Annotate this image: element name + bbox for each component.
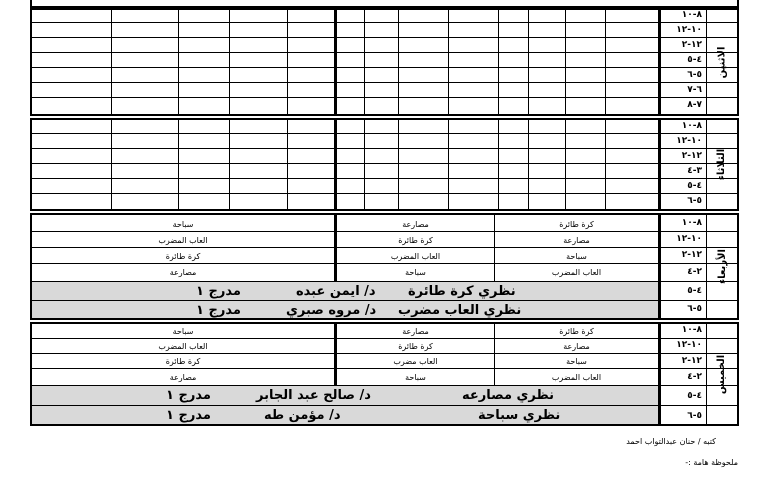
thu-left-2: العاب المضرب — [158, 342, 208, 351]
thu-time-1: ٨-١٠ — [681, 325, 702, 335]
thu-right-4: العاب المضرب — [551, 373, 602, 382]
wed-middle-4: سباحة — [405, 268, 426, 277]
wed-time-5: ٤-٥ — [687, 286, 702, 296]
tuesday-time-2: ١٠-١٢ — [676, 136, 702, 146]
thu-theory2-subject: نظري سباحة — [478, 408, 561, 423]
wed-theory2-hall: مدرج ١ — [196, 303, 241, 318]
tuesday-time-4: ٣-٤ — [687, 166, 702, 176]
tuesday-block — [30, 118, 739, 211]
thu-theory2-doctor: د/ مؤمن طه — [264, 408, 341, 423]
wed-right-2: مصارعة — [563, 236, 590, 245]
thu-time-4: ٢-٤ — [687, 372, 702, 382]
footer-author: كتبه / حنان عبدالتواب احمد — [626, 437, 716, 446]
tuesday-time-6: ٥-٦ — [687, 196, 702, 206]
wed-right-1: كرة طائرة — [559, 220, 594, 229]
day-monday: الاثنين — [716, 46, 728, 78]
monday-time-4: ٤-٥ — [687, 55, 702, 65]
monday-time-1: ٨-١٠ — [681, 10, 702, 20]
thu-time-5: ٤-٥ — [687, 391, 702, 401]
wed-left-3: كرة طائرة — [165, 252, 201, 261]
wed-time-3: ١٢-٢ — [681, 250, 702, 260]
wed-left-4: مصارعة — [169, 268, 197, 277]
wed-time-6: ٥-٦ — [687, 304, 702, 314]
thu-middle-3: العاب مضرب — [393, 357, 438, 366]
thu-right-2: مصارعة — [563, 342, 590, 351]
thu-left-4: مصارعة — [169, 373, 197, 382]
wed-time-1: ٨-١٠ — [681, 218, 702, 228]
monday-time-7: ٧-٨ — [687, 100, 702, 110]
thu-theory1-subject: نظري مصارعه — [462, 388, 555, 403]
wed-theory1-hall: مدرج ١ — [196, 284, 241, 299]
wed-middle-2: كرة طائرة — [398, 236, 433, 245]
day-wednesday: الأربعاء — [716, 249, 728, 284]
wed-time-4: ٢-٤ — [687, 267, 702, 277]
thu-theory2-hall: مدرج ١ — [166, 408, 211, 423]
monday-block — [30, 8, 739, 116]
wed-middle-3: العاب المضرب — [390, 252, 441, 261]
thu-theory1-hall: مدرج ١ — [166, 388, 211, 403]
thu-time-6: ٥-٦ — [687, 411, 702, 421]
thu-left-1: سباحة — [172, 327, 194, 336]
day-thursday: الخميس — [716, 354, 728, 394]
wed-time-2: ١٠-١٢ — [676, 234, 702, 244]
thu-middle-4: سباحة — [405, 373, 426, 382]
wed-theory2-doctor: د/ مروه صبري — [286, 303, 377, 318]
thu-time-3: ١٢-٢ — [681, 356, 702, 366]
thu-theory1-doctor: د/ صالح عبد الجابر — [256, 388, 371, 403]
monday-time-3: ١٢-٢ — [681, 40, 702, 50]
thu-time-2: ١٠-١٢ — [676, 340, 702, 350]
thu-left-3: كرة طائرة — [165, 357, 201, 366]
wed-left-2: العاب المضرب — [158, 236, 208, 245]
wed-right-4: العاب المضرب — [551, 268, 602, 277]
thu-right-3: سباحة — [566, 357, 587, 366]
monday-time-5: ٥-٦ — [687, 70, 702, 80]
monday-time-6: ٦-٧ — [687, 85, 702, 95]
tuesday-time-5: ٤-٥ — [687, 181, 702, 191]
thu-middle-1: مصارعة — [402, 327, 429, 336]
day-tuesday: الثلاثاء — [716, 148, 728, 181]
wed-left-1: سباحة — [172, 220, 194, 229]
top-strip — [30, 0, 739, 8]
wed-middle-1: مصارعة — [402, 220, 429, 229]
monday-time-2: ١٠-١٢ — [676, 25, 702, 35]
thu-right-1: كرة طائرة — [559, 327, 594, 336]
footer-note: ملحوظة هامة :- — [685, 458, 738, 467]
wed-theory2-subject: نظري العاب مضرب — [398, 303, 522, 318]
tuesday-time-1: ٨-١٠ — [681, 121, 702, 131]
wed-theory1-doctor: د/ ايمن عبده — [296, 284, 376, 299]
wed-right-3: سباحة — [566, 252, 587, 261]
thu-middle-2: كرة طائرة — [398, 342, 433, 351]
tuesday-time-3: ١٢-٢ — [681, 151, 702, 161]
wed-theory1-subject: نظري كرة طائرة — [408, 284, 516, 299]
